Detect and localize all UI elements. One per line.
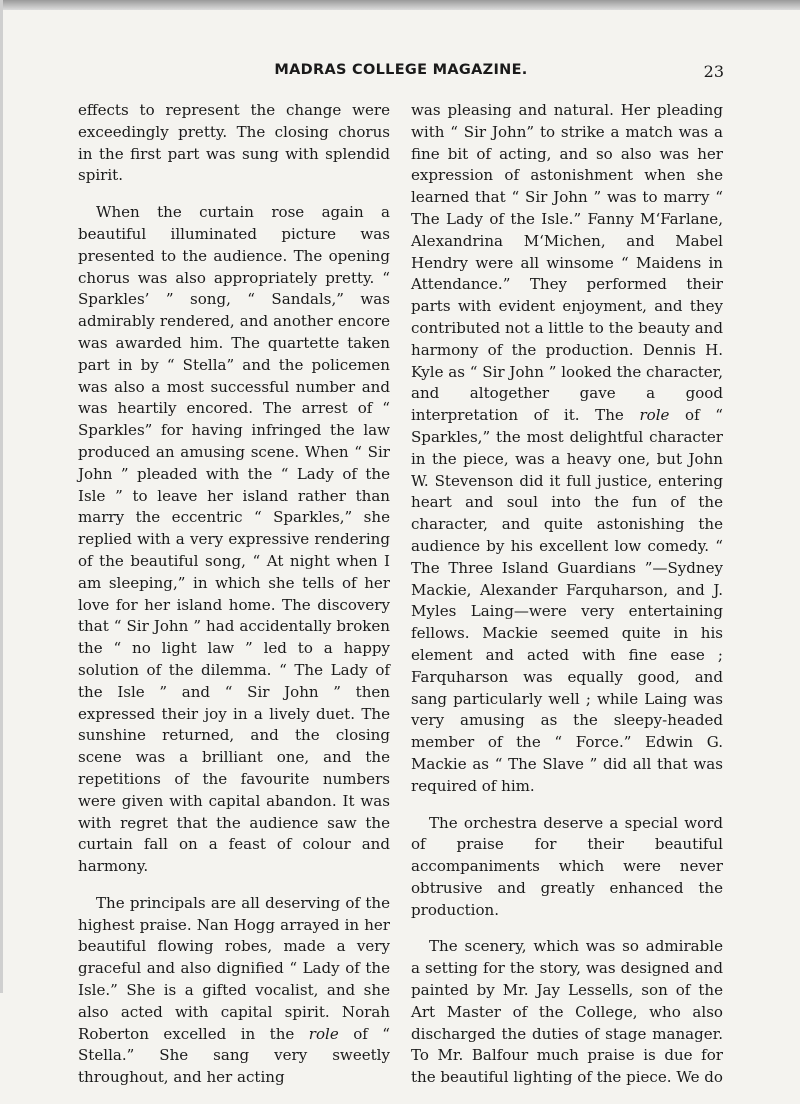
left-paragraph-1: effects to represent the change were exceedingly pretty. The closing chorus in the first part was sung with splendid spirit. — [78, 101, 390, 185]
right-paragraph-1 — [411, 100, 723, 798]
text-run: of “ Stella.” She sang very sweetly throughout, and her acting — [78, 1024, 391, 1087]
right-column — [411, 100, 723, 1104]
text-run: of “ Sparkles,” the most delightful character in the piece, was a heavy one, but John W. Stevenson did it full justice, entering heart and soul into the fun of the character, and quite astonishing the audience by his excellent low comedy. “ The Three Island Guardians ”—Sydney Mackie, Alexander Farquharson, and J. Myles Laing—were very entertaining fellows. Mackie seemed quite in his element and acted with fine ease ; Farquharson was equally good, and sang particularly well ; while Laing was very amusing as the sleepy-headed member of the “ Force.” Edwin G. Mackie as “ The Slave ” did all that was required of him. — [411, 406, 724, 795]
italic-role-word: role — [308, 1024, 339, 1043]
running-title: MADRAS COLLEGE MAGAZINE. — [274, 62, 528, 78]
scan-top-edge — [0, 0, 800, 10]
text-run: was pleasing and natural. Her pleading with “ Sir John” to strike a match was a fine bit of acting, and so also was her expression of astonishment when she learned that “ Sir John ” was to marry “ The Lady of the Isle.” Fanny M‘Farlane, Alexandrina M‘Michen, and Mabel Hendry were all winsome “ Maidens in Attendance.” They performed their parts with evident enjoyment, and they contributed not a little to the beauty and harmony of the production. Dennis H. Kyle as “ Sir John ” looked the character, and altogether gave a good interpretation of it. The — [411, 101, 723, 425]
scan-left-edge — [0, 0, 3, 993]
italic-role-word: role — [639, 406, 670, 425]
left-paragraph-3 — [78, 893, 390, 1089]
right-paragraph-3: The scenery, which was so admirable a setting for the story, was designed and painted by Mr. Jay Lessells, son of the Art Master of the College, who also discharged the duties of stage manager. To Mr. Balfour much praise is due for the beautiful lighting of the piece. We do — [411, 937, 723, 1087]
text-run: The principals are all deserving of the highest praise. Nan Hogg arrayed in her beautiful flowing robes, made a very graceful and also dignified “ Lady of the Isle.” She is a gifted vocalist, and she also acted with capital spirit. Norah Roberton excelled in the — [78, 893, 390, 1043]
page-header — [78, 62, 724, 84]
page-number: 23 — [703, 62, 724, 81]
left-column — [78, 100, 390, 1104]
right-paragraph-2: The orchestra deserve a special word of praise for their beautiful accompaniments which were never obtrusive and greatly enhanced the production. — [411, 813, 723, 919]
left-paragraph-2: When the curtain rose again a beautiful illuminated picture was presented to the audience. The opening chorus was also appropriately pretty. “ Sparkles’ ” song, “ Sandals,” was admirably rendered, and another encore was awarded him. The quartette taken part in by “ Stella” and the policemen was also a most successful number and was heartily encored. The arrest of “ Sparkles” for having infringed the law produced an amusing scene. When “ Sir John ” pleaded with the “ Lady of the Isle ” to leave her island rather than marry the eccentric “ Sparkles,” she replied with a very expressive rendering of the beautiful song, “ At night when I am sleeping,” in which she tells of her love for her island home. The discovery that “ Sir John ” had accidentally broken the “ no light law ” led to a happy solution of the dilemma. “ The Lady of the Isle ” and “ Sir John ” then expressed their joy in a lively duet. The sunshine returned, and the closing scene was a brilliant one, and the repetitions of the favourite numbers were given with capital abandon. It was with regret that the audience saw the curtain fall on a feast of colour and harmony. — [78, 203, 390, 876]
